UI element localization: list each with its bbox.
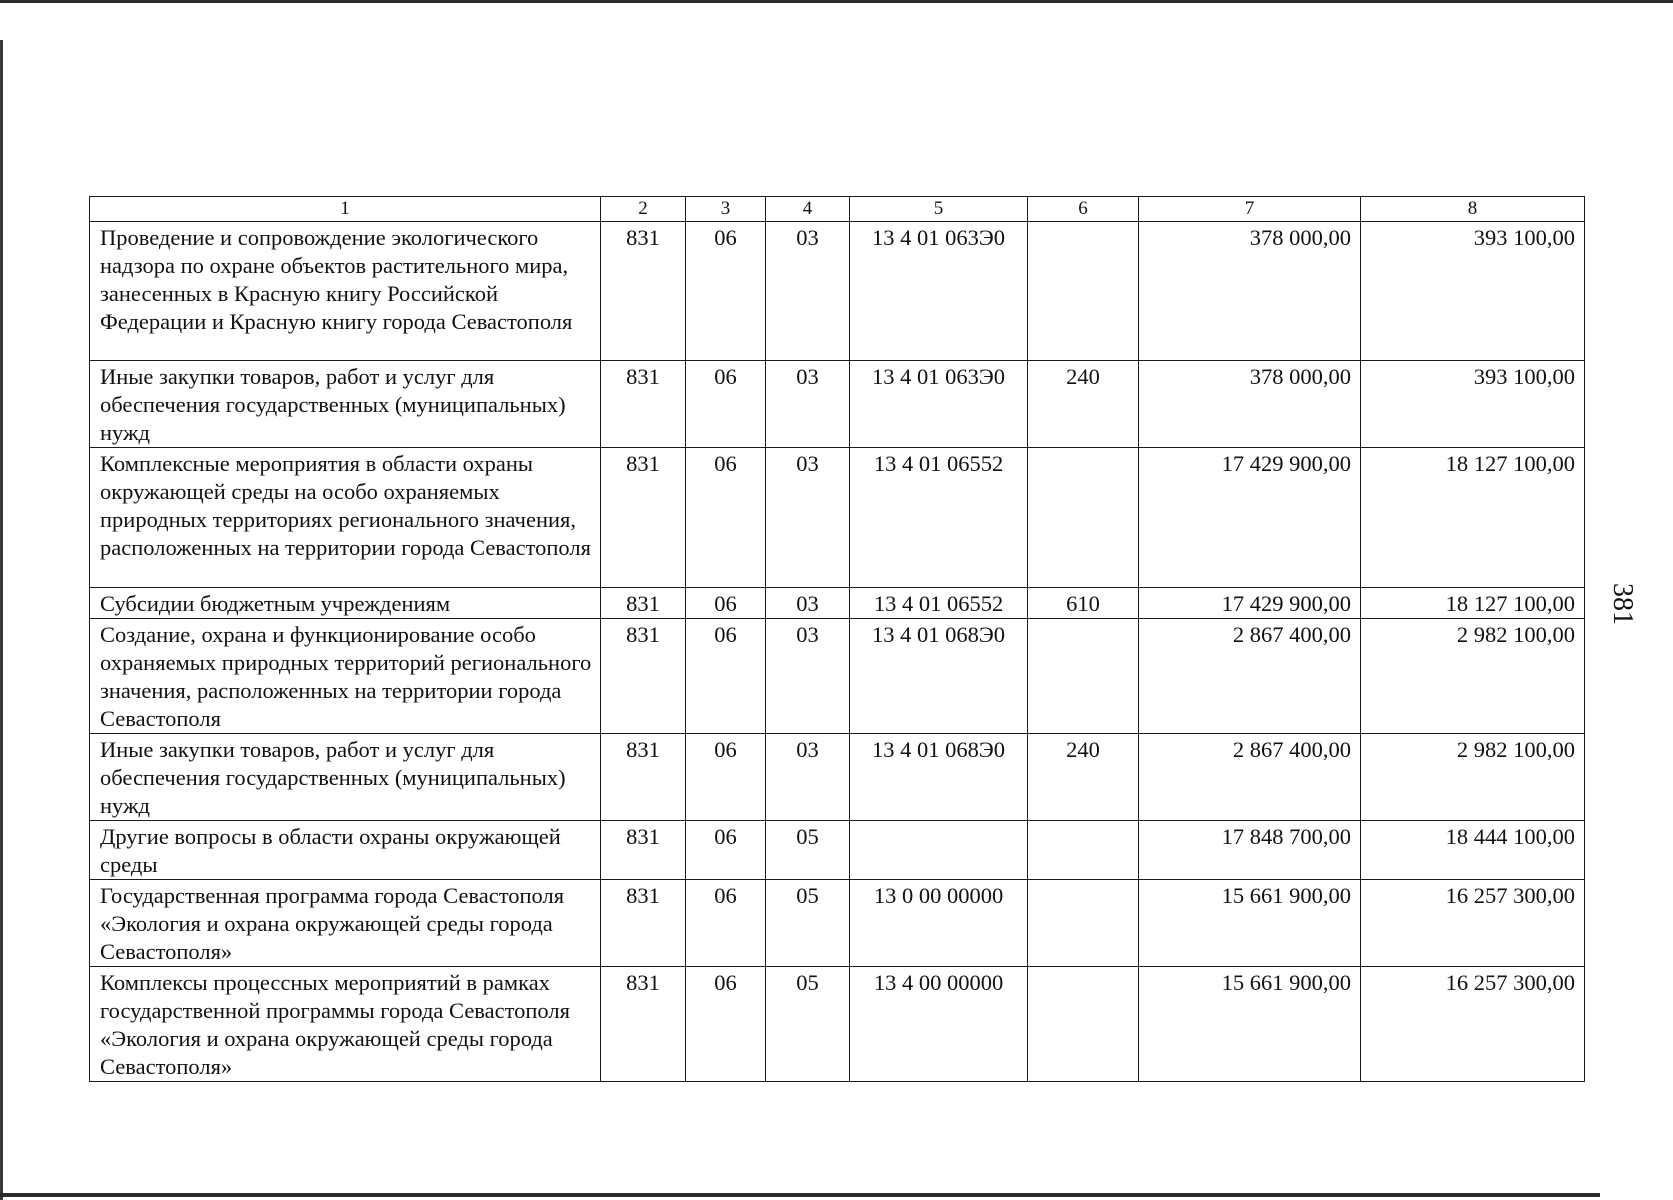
ministry-code: 831 [601, 967, 686, 1082]
amount-col-7: 17 429 900,00 [1139, 588, 1361, 619]
column-number: 3 [686, 197, 766, 222]
ministry-code: 831 [601, 821, 686, 880]
amount-col-7: 17 848 700,00 [1139, 821, 1361, 880]
section-code: 06 [686, 619, 766, 734]
subsection-code: 03 [766, 734, 850, 821]
column-number: 6 [1028, 197, 1139, 222]
subsection-code: 03 [766, 222, 850, 361]
table-row [90, 734, 1585, 821]
row-name: Проведение и сопровождение экологического надзора по охране объектов растительного мира, занесенных в Красную книгу Российской Федерации и Красную книгу города Севастополя [90, 222, 601, 361]
amount-col-8: 2 982 100,00 [1361, 734, 1585, 821]
subsection-code: 03 [766, 588, 850, 619]
row-name: Государственная программа города Севастополя «Экология и охрана окружающей среды города Севастополя» [90, 880, 601, 967]
page-number: 381 [1607, 583, 1638, 625]
subsection-code: 03 [766, 619, 850, 734]
expense-type-code [1028, 448, 1139, 588]
amount-col-8: 2 982 100,00 [1361, 619, 1585, 734]
target-article-code: 13 0 00 00000 [850, 880, 1028, 967]
ministry-code: 831 [601, 222, 686, 361]
ministry-code: 831 [601, 880, 686, 967]
amount-col-8: 16 257 300,00 [1361, 880, 1585, 967]
table-row [90, 967, 1585, 1082]
ministry-code: 831 [601, 361, 686, 448]
expense-type-code [1028, 821, 1139, 880]
section-code: 06 [686, 222, 766, 361]
expense-type-code: 240 [1028, 361, 1139, 448]
amount-col-7: 15 661 900,00 [1139, 880, 1361, 967]
scan-border-bottom [0, 1193, 1600, 1197]
column-number: 5 [850, 197, 1028, 222]
column-number: 8 [1361, 197, 1585, 222]
expense-type-code [1028, 880, 1139, 967]
section-code: 06 [686, 967, 766, 1082]
row-name: Иные закупки товаров, работ и услуг для обеспечения государственных (муниципальных) нужд [90, 361, 601, 448]
amount-col-8: 18 127 100,00 [1361, 588, 1585, 619]
section-code: 06 [686, 588, 766, 619]
expense-type-code [1028, 619, 1139, 734]
amount-col-7: 17 429 900,00 [1139, 448, 1361, 588]
amount-col-7: 2 867 400,00 [1139, 734, 1361, 821]
subsection-code: 05 [766, 821, 850, 880]
table-row [90, 880, 1585, 967]
scan-border-left [0, 40, 3, 1200]
ministry-code: 831 [601, 734, 686, 821]
row-name: Комплексные мероприятия в области охраны окружающей среды на особо охраняемых природных территориях регионального значения, расположенных на территории города Севастополя [90, 448, 601, 588]
ministry-code: 831 [601, 588, 686, 619]
ministry-code: 831 [601, 619, 686, 734]
expense-type-code: 240 [1028, 734, 1139, 821]
ministry-code: 831 [601, 448, 686, 588]
target-article-code: 13 4 01 06552 [850, 588, 1028, 619]
section-code: 06 [686, 821, 766, 880]
scan-border-top [0, 0, 1673, 3]
target-article-code: 13 4 01 068Э0 [850, 734, 1028, 821]
column-number: 7 [1139, 197, 1361, 222]
target-article-code: 13 4 01 063Э0 [850, 361, 1028, 448]
column-number: 4 [766, 197, 850, 222]
row-name: Иные закупки товаров, работ и услуг для обеспечения государственных (муниципальных) нужд [90, 734, 601, 821]
amount-col-8: 393 100,00 [1361, 361, 1585, 448]
amount-col-8: 16 257 300,00 [1361, 967, 1585, 1082]
amount-col-8: 18 127 100,00 [1361, 448, 1585, 588]
column-number: 1 [90, 197, 601, 222]
target-article-code [850, 821, 1028, 880]
table-row [90, 821, 1585, 880]
amount-col-7: 378 000,00 [1139, 222, 1361, 361]
section-code: 06 [686, 448, 766, 588]
budget-table [89, 196, 1585, 1082]
section-code: 06 [686, 880, 766, 967]
target-article-code: 13 4 00 00000 [850, 967, 1028, 1082]
row-name: Субсидии бюджетным учреждениям [90, 588, 601, 619]
table-row [90, 222, 1585, 361]
table-row [90, 361, 1585, 448]
column-number: 2 [601, 197, 686, 222]
subsection-code: 05 [766, 967, 850, 1082]
expense-type-code [1028, 967, 1139, 1082]
amount-col-7: 15 661 900,00 [1139, 967, 1361, 1082]
row-name: Комплексы процессных мероприятий в рамках государственной программы города Севастополя «Экология и охрана окружающей среды города Севастополя» [90, 967, 601, 1082]
target-article-code: 13 4 01 063Э0 [850, 222, 1028, 361]
expense-type-code: 610 [1028, 588, 1139, 619]
expense-type-code [1028, 222, 1139, 361]
subsection-code: 05 [766, 880, 850, 967]
row-name: Другие вопросы в области охраны окружающей среды [90, 821, 601, 880]
table-row [90, 448, 1585, 588]
amount-col-7: 378 000,00 [1139, 361, 1361, 448]
target-article-code: 13 4 01 068Э0 [850, 619, 1028, 734]
section-code: 06 [686, 734, 766, 821]
subsection-code: 03 [766, 361, 850, 448]
amount-col-8: 18 444 100,00 [1361, 821, 1585, 880]
table-row [90, 588, 1585, 619]
section-code: 06 [686, 361, 766, 448]
target-article-code: 13 4 01 06552 [850, 448, 1028, 588]
row-name: Создание, охрана и функционирование особо охраняемых природных территорий регионального значения, расположенных на территории города Севастополя [90, 619, 601, 734]
amount-col-8: 393 100,00 [1361, 222, 1585, 361]
amount-col-7: 2 867 400,00 [1139, 619, 1361, 734]
subsection-code: 03 [766, 448, 850, 588]
table-row [90, 619, 1585, 734]
table-header-row [90, 197, 1585, 222]
